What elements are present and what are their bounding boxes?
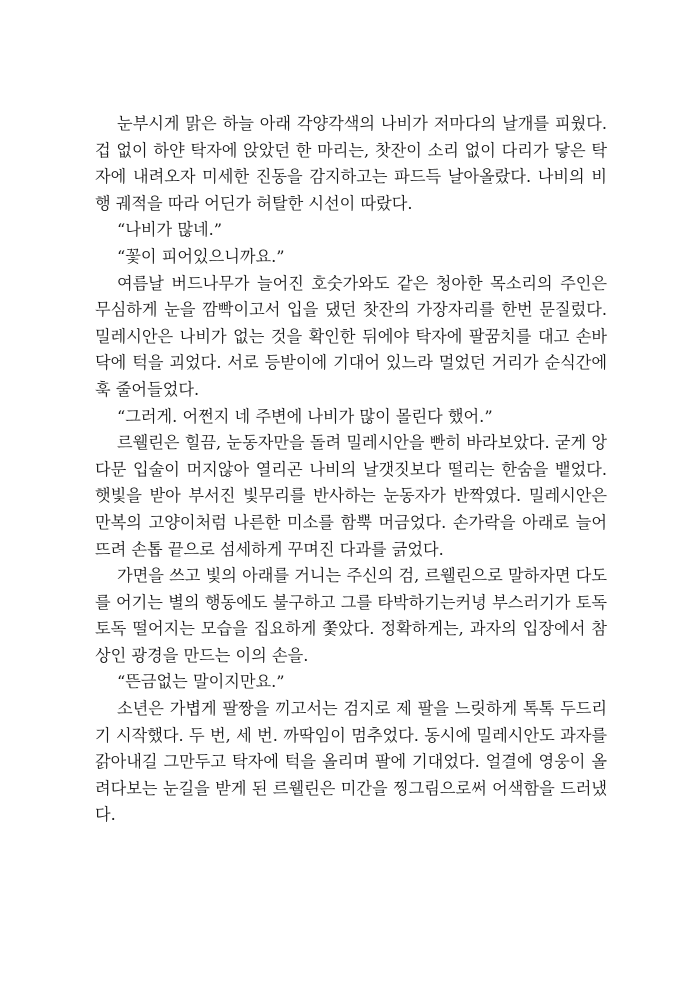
paragraph: 눈부시게 맑은 하늘 아래 각양각색의 나비가 저마다의 날개를 피웠다. 겁 없이 하얀 탁자에 앉았던 한 마리는, 찻잔이 소리 없이 다리가 닿은 탁자에 내려오자 미세한 진동을 감지하고는 파드득 날아올랐다. 나비의 비행 궤적을 따라 어딘가 허탈한 시선이 따랐다.	[95, 114, 607, 213]
paragraph: 소년은 가볍게 팔짱을 끼고서는 검지로 제 팔을 느릿하게 톡톡 두드리기 시작했다. 두 번, 세 번. 까딱임이 멈추었다. 동시에 밀레시안도 과자를 갉아내길 그만두고 탁자에 턱을 올리며 팔에 기대었다. 얼결에 영웅이 올려다보는 눈길을 받게 된 르웰린은 미간을 찡그림으로써 어색함을 드러냈다.	[95, 699, 607, 825]
dialogue-line: “꽃이 피어있으니까요.”	[117, 246, 285, 266]
dialogue-line: “그러게. 어쩐지 네 주변에 나비가 많이 몰린다 했어.”	[117, 406, 493, 426]
document-body	[95, 111, 607, 829]
paragraph: 여름날 버드나무가 늘어진 호숫가와도 같은 청아한 목소리의 주인은 무심하게 눈을 깜빡이고서 입을 댔던 찻잔의 가장자리를 한번 문질렀다. 밀레시안은 나비가 없는 것을 확인한 뒤에야 탁자에 팔꿈치를 대고 손바닥에 턱을 괴었다. 서로 등받이에 기대어 있느라 멀었던 거리가 순식간에 훅 줄어들었다.	[95, 273, 607, 399]
paragraph: 르웰린은 힐끔, 눈동자만을 돌려 밀레시안을 빤히 바라보았다. 굳게 앙다문 입술이 머지않아 열리곤 나비의 날갯짓보다 떨리는 한숨을 뱉었다. 햇빛을 받아 부서진 빛무리를 반사하는 눈동자가 반짝였다. 밀레시안은 만복의 고양이처럼 나른한 미소를 함뿍 머금었다. 손가락을 아래로 늘어뜨려 손톱 끝으로 섬세하게 꾸며진 다과를 긁었다.	[95, 433, 607, 559]
dialogue-line: “나비가 많네.”	[117, 220, 223, 240]
dialogue-line: “뜬금없는 말이지만요.”	[117, 672, 285, 692]
paragraph: 가면을 쓰고 빛의 아래를 거니는 주신의 검, 르웰린으로 말하자면 다도를 어기는 별의 행동에도 불구하고 그를 타박하기는커녕 부스러기가 토독토독 떨어지는 모습을 집요하게 쫓았다. 정확하게는, 과자의 입장에서 참상인 광경을 만드는 이의 손을.	[95, 566, 607, 665]
